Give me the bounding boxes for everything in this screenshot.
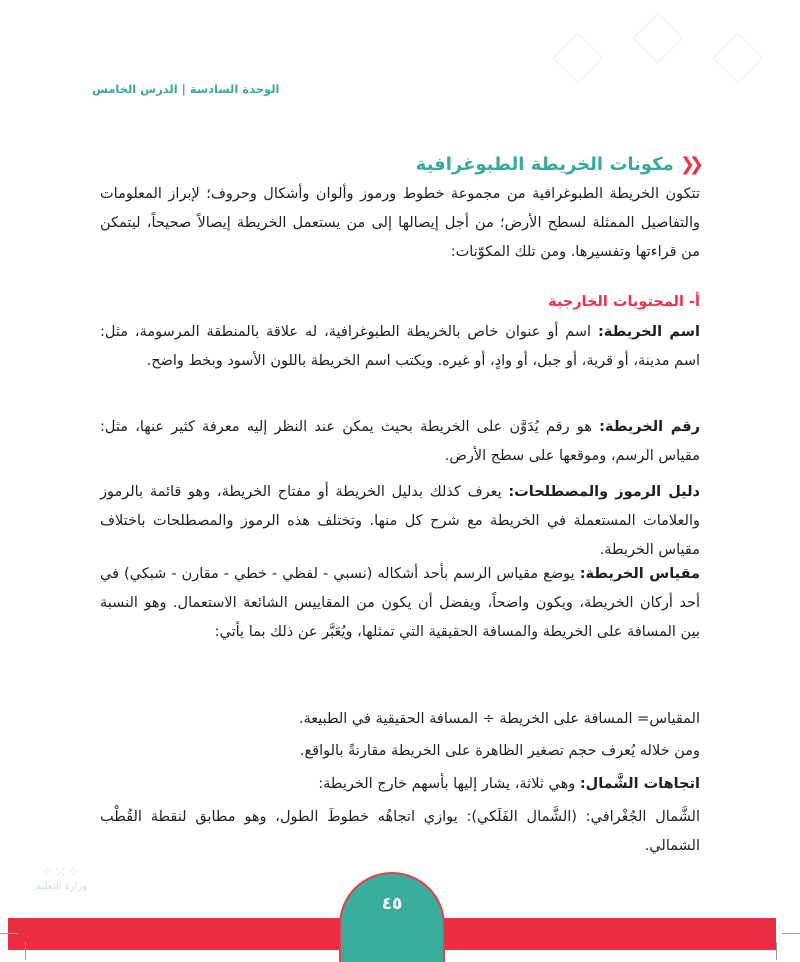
definition: هو رقم يُدَوَّن على الخريطة بحيث يمكن عند النظر إليه معرفة كثير عنها، مثل: مقياس الرسم، وموقعها على سطح الأرض. [100,419,700,464]
scale-formula: المقياس= المسافة على الخريطة ÷ المسافة الحقيقية في الطبيعة. [298,711,700,727]
definition: يعرف كذلك بدليل الخريطة أو مفتاح الخريطة، وهو قائمة بالرموز والعلامات المستعملة في الخريطة مع شرح كل منها. وتختلف هذه الرموز والمصطلحات باختلاف مقياس الخريطة. [100,484,700,558]
page-number: ٤٥ [381,894,403,914]
definition: وهي ثلاثة، يشار إليها بأسهم خارج الخريطة: [318,776,580,792]
formula-note: ومن خلاله يُعرف حجم تصغير الظاهرة على الخريطة مقارنةً بالواقع. [299,743,700,759]
term: دليل الرموز والمصطلحات: [508,484,700,500]
definition: اسم أو عنوان خاص بالخريطة الطبوغرافية، له علاقة بالمنطقة المرسومة، مثل: اسم مدينة، أو قرية، أو جبل، أو وادٍ، أو غيره. ويكتب اسم الخريطة باللون الأسود وبخط واضح. [100,324,700,369]
definition: يوضع مقياس الرسم بأحد أشكاله (نسبي - لفظي - خطي - مقارن - شبكي) في أحد أركان الخريطة، ويكون واضحاً، ويفضل أن يكون من المقاييس الشائعة الاستعمال. وهو النسبة بين المسافة على الخريطة والمسافة الحقيقية التي تمثلها، ويُعَبَّر عن ذلك بما يأتي: [100,566,700,640]
item-map-number [100,413,700,471]
header-separator: | [181,82,186,96]
subheading: أ- المحتويات الخارجية [548,294,700,310]
logo-mark-icon: ⁘⁙⁘ [41,865,81,881]
crop-mark [782,933,800,934]
geographic-north: الشَّمال الجُغْرافي: (الشَّمال الفَلَكي): يوازي اتجاهُه خطوطَ الطول، وهو مطابق لنقطة القُطْب الشمالي. [100,809,700,854]
decoration [553,33,604,84]
unit-label: الوحدة السادسة [189,82,280,96]
north-directions [100,770,700,799]
item-map-scale [100,560,700,647]
crop-mark [0,933,18,934]
lesson-label: الدرس الخامس [92,82,178,96]
crop-mark [25,942,26,960]
ministry-logo [26,865,96,892]
logo-text: وزارة التعليم [34,881,88,892]
term: رقم الخريطة: [599,419,700,435]
chevron-icon: ❮❮ [679,154,698,175]
crop-mark [776,942,777,960]
intro-paragraph: تتكون الخريطة الطبوغرافية من مجموعة خطوط ورموز وألوان وأشكال وحروف؛ لإبراز المعلومات والتفاصيل الممثلة لسطح الأرض؛ من أجل إيصالها إلى من يستعمل الخريطة إيصالاً صحيحاً، ليتمكن من قراءتها وتفسيرها. ومن تلك المكوّنات: [100,186,700,260]
page-number-badge [339,872,445,962]
term: اسم الخريطة: [598,324,700,340]
section-title-text: مكونات الخريطة الطبوغرافية [415,154,674,175]
section-title [416,154,698,175]
page-header [92,82,280,96]
term: اتجاهات الشَّمال: [579,776,700,792]
item-map-name [100,318,700,376]
item-legend [100,478,700,565]
term: مقياس الخريطة: [579,566,700,582]
decoration [713,33,764,84]
decoration [633,13,684,64]
